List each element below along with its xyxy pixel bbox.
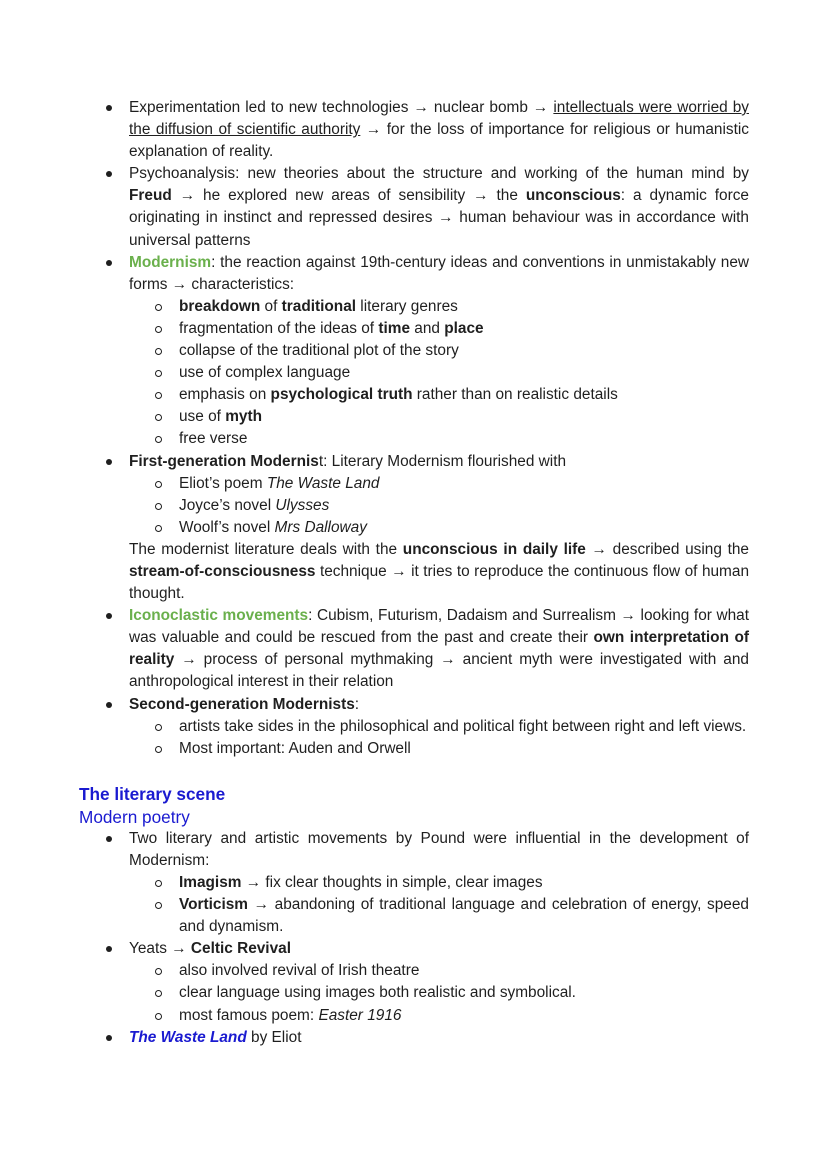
bullet-list-poetry xyxy=(0,828,828,1049)
paragraph-modernist-literature: The modernist literature deals with the unconscious in daily life → described using the stream-of-consciousness technique → it tries to reproduce the continuous flow of human thought. xyxy=(129,540,749,603)
bullet-iconoclastic: Iconoclastic movements: Cubism, Futurism, Dadaism and Surrealism → looking for what was valuable and could be rescued from the past and create their own interpretation of reality → process of personal mythmaking → ancient myth were investigated with and anthropological interest in their relation xyxy=(0,605,828,693)
sublist-second-generation xyxy=(129,716,749,760)
bullet-second-generation: Second-generation Modernists: artists take sides in the philosophical and political fight between right and left views. Most important: Auden and Orwell xyxy=(0,694,828,760)
bullet-yeats: Yeats → Celtic Revival also involved revival of Irish theatre clear language using images both realistic and symbolical. most famous poem: Easter 1916 xyxy=(0,938,828,1026)
underlined-text: intellectuals were worried by the diffusion of scientific authority xyxy=(129,99,749,139)
bullet-waste-land: The Waste Land by Eliot xyxy=(0,1027,828,1049)
bullet-experimentation: Experimentation led to new technologies → nuclear bomb → intellectuals were worried by the diffusion of scientific authority → for the loss of importance for religious or humanistic explanation of reality. xyxy=(0,97,828,163)
list-item: Imagism → fix clear thoughts in simple, clear images xyxy=(0,872,828,894)
term-second-generation: Second-generation Modernists xyxy=(129,695,355,713)
list-item: free verse xyxy=(0,428,828,450)
bullet-modernism: Modernism: the reaction against 19th-century ideas and conventions in unmistakably new forms → characteristics: breakdown of traditional literary genres fragmentation of the ideas of time and place collapse of the traditional plot of the story use of complex language emphasis on psychological truth rather than on realistic details use of myth free verse xyxy=(0,252,828,451)
list-item: Eliot’s poem The Waste Land xyxy=(0,473,828,495)
bold-freud: Freud xyxy=(129,187,172,205)
list-item: Vorticism → abandoning of traditional language and celebration of energy, speed and dynamism. xyxy=(0,894,828,938)
list-item: fragmentation of the ideas of time and place xyxy=(0,318,828,340)
list-item: emphasis on psychological truth rather than on realistic details xyxy=(0,384,828,406)
list-item: use of myth xyxy=(0,406,828,428)
sublist-first-generation-works xyxy=(129,473,749,539)
term-first-generation: First-generation Modernis xyxy=(129,452,319,470)
list-item: artists take sides in the philosophical and political fight between right and left views. xyxy=(0,716,828,738)
list-item: Joyce’s novel Ulysses xyxy=(0,495,828,517)
sublist-yeats xyxy=(129,960,749,1026)
list-item: collapse of the traditional plot of the story xyxy=(0,340,828,362)
list-item: use of complex language xyxy=(0,362,828,384)
section-subheading: Modern poetry xyxy=(79,806,190,827)
document-page xyxy=(0,97,828,1049)
list-item: also involved revival of Irish theatre xyxy=(0,960,828,982)
bullet-list-main xyxy=(0,97,828,760)
list-item: most famous poem: Easter 1916 xyxy=(0,1005,828,1027)
bullet-first-generation: First-generation Modernist: Literary Modernism flourished with Eliot’s poem The Waste Land Joyce’s novel Ulysses Woolf’s novel Mrs Dalloway The modernist literature deals with the unconscious in daily life → described using the stream-of-consciousness technique → it tries to reproduce the continuous flow of human thought. xyxy=(0,451,828,606)
list-item: breakdown of traditional literary genres xyxy=(0,296,828,318)
spacer xyxy=(0,760,828,782)
bullet-psychoanalysis: Psychoanalysis: new theories about the structure and working of the human mind by Freud → he explored new areas of sensibility → the unconscious: a dynamic force originating in instinct and repressed desires → human behaviour was in accordance with universal patterns xyxy=(0,163,828,251)
sublist-pound xyxy=(129,872,749,938)
title-waste-land: The Waste Land xyxy=(129,1028,247,1046)
list-item: Most important: Auden and Orwell xyxy=(0,738,828,760)
list-item: clear language using images both realistic and symbolical. xyxy=(0,982,828,1004)
bullet-pound: Two literary and artistic movements by Pound were influential in the development of Modernism: Imagism → fix clear thoughts in simple, clear images Vorticism → abandoning of traditional language and celebration of energy, speed and dynamism. xyxy=(0,828,828,938)
bold-unconscious: unconscious xyxy=(525,187,621,205)
sublist-characteristics xyxy=(129,296,749,451)
term-iconoclastic: Iconoclastic movements xyxy=(129,607,309,625)
list-item: Woolf’s novel Mrs Dalloway xyxy=(0,517,828,539)
section-heading: The literary scene xyxy=(79,783,226,804)
term-modernism: Modernism xyxy=(129,253,212,271)
